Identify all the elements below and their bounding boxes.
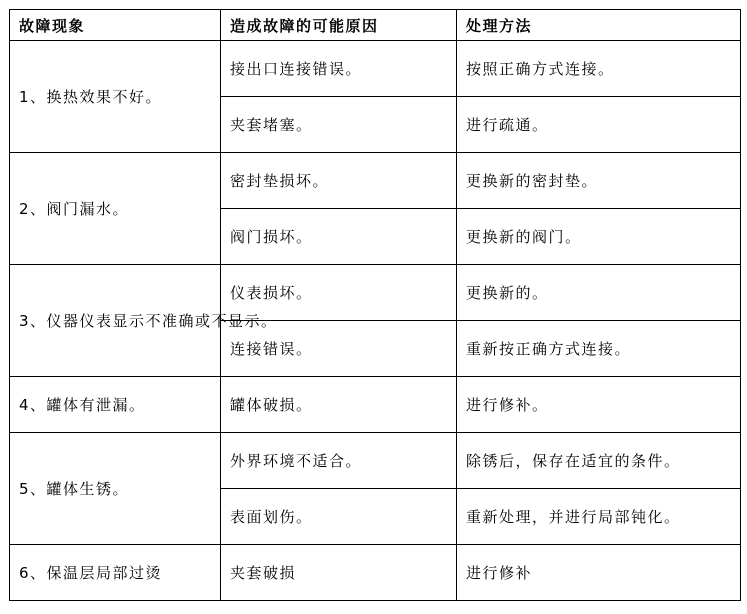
method-cell: 进行疏通。 [457,97,741,153]
table-row [10,377,741,433]
symptom-cell: 5、罐体生锈。 [10,433,221,545]
table-row [10,545,741,601]
header-symptom: 故障现象 [10,10,221,41]
table-row [10,265,741,321]
table-row [10,41,741,97]
header-cause: 造成故障的可能原因 [221,10,457,41]
header-row [10,10,741,41]
symptom-cell: 1、换热效果不好。 [10,41,221,153]
symptom-cell: 4、罐体有泄漏。 [10,377,221,433]
cause-cell: 接出口连接错误。 [221,41,457,97]
symptom-cell: 6、保温层局部过烫 [10,545,221,601]
method-cell: 除锈后，保存在适宜的条件。 [457,433,741,489]
method-cell: 更换新的阀门。 [457,209,741,265]
cause-cell: 外界环境不适合。 [221,433,457,489]
cause-cell: 仪表损坏。 [221,265,457,321]
table-row [10,433,741,489]
method-cell: 按照正确方式连接。 [457,41,741,97]
cause-cell: 连接错误。 [221,321,457,377]
fault-table [9,9,741,601]
cause-cell: 阀门损坏。 [221,209,457,265]
method-cell: 重新按正确方式连接。 [457,321,741,377]
cause-cell: 夹套堵塞。 [221,97,457,153]
symptom-cell: 3、仪器仪表显示不准确或不显示。 [10,265,221,377]
cause-cell: 密封垫损坏。 [221,153,457,209]
table-row [10,153,741,209]
cause-cell: 夹套破损 [221,545,457,601]
cause-cell: 罐体破损。 [221,377,457,433]
header-method: 处理方法 [457,10,741,41]
method-cell: 更换新的。 [457,265,741,321]
method-cell: 更换新的密封垫。 [457,153,741,209]
symptom-cell: 2、阀门漏水。 [10,153,221,265]
method-cell: 重新处理，并进行局部钝化。 [457,489,741,545]
method-cell: 进行修补。 [457,377,741,433]
method-cell: 进行修补 [457,545,741,601]
cause-cell: 表面划伤。 [221,489,457,545]
